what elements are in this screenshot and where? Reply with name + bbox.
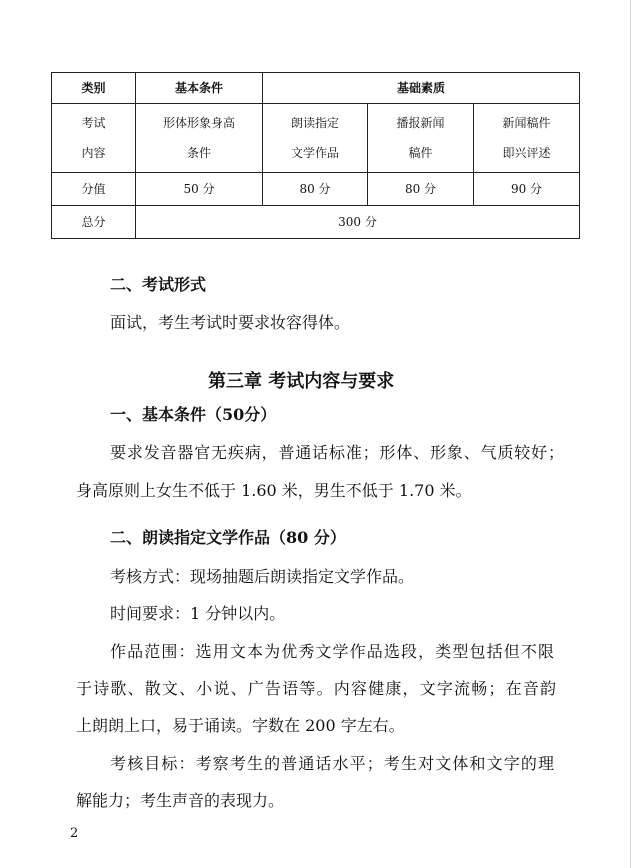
cell-score-4: 90 分	[474, 173, 580, 206]
paragraph-method: 考核方式：现场抽题后朗读指定文学作品。	[110, 567, 415, 586]
cell-score-2: 80 分	[263, 173, 368, 206]
cell-text: 稿件	[408, 146, 433, 160]
paragraph-time: 时间要求：1 分钟以内。	[110, 604, 286, 623]
table-row-total	[52, 206, 580, 239]
cell-score-label: 分值	[52, 173, 136, 206]
page-number: 2	[70, 826, 79, 841]
paragraph-basic-line2: 身高原则上女生不低于 1.60 米，男生不低于 1.70 米。	[76, 481, 472, 500]
header-category: 类别	[52, 73, 136, 104]
cell-text: 新闻稿件	[502, 116, 551, 130]
paragraph-scope-line2: 于诗歌、散文、小说、广告语等。内容健康，文字流畅；在音韵	[76, 679, 556, 698]
cell-text: 播报新闻	[396, 116, 445, 130]
page-edge-line	[630, 0, 631, 868]
exam-table	[51, 72, 580, 239]
section-heading-reading: 二、朗读指定文学作品（80 分）	[110, 528, 346, 547]
section-heading-basic: 一、基本条件（50分）	[110, 405, 277, 424]
cell-text: 朗读指定	[290, 116, 339, 130]
paragraph-goal-line2: 解能力；考生声音的表现力。	[76, 791, 285, 810]
paragraph-exam-form: 面试，考生考试时要求妆容得体。	[110, 313, 351, 332]
cell-text: 条件	[186, 146, 211, 160]
section-heading-exam-form: 二、考试形式	[110, 275, 207, 294]
table-header-row	[52, 73, 580, 104]
cell-total-label: 总分	[52, 206, 136, 239]
cell-content-3	[368, 104, 474, 173]
cell-text: 考试	[81, 116, 106, 130]
table-row-content	[52, 104, 580, 173]
cell-content-2	[263, 104, 368, 173]
cell-score-1: 50 分	[136, 173, 263, 206]
cell-content-label	[52, 104, 136, 173]
cell-content-4	[474, 104, 580, 173]
cell-content-1	[136, 104, 263, 173]
paragraph-basic-line1: 要求发音器官无疾病，普通话标准；形体、形象、气质较好；	[110, 443, 564, 462]
table-row-score	[52, 173, 580, 206]
paragraph-scope-line3: 上朗朗上口，易于诵读。字数在 200 字左右。	[76, 716, 405, 735]
cell-text: 即兴评述	[502, 146, 551, 160]
paragraph-scope-line1: 作品范围：选用文本为优秀文学作品选段，类型包括但不限	[110, 642, 554, 661]
cell-text: 内容	[81, 146, 106, 160]
cell-text: 文学作品	[290, 146, 339, 160]
header-quality: 基础素质	[263, 73, 580, 104]
header-basic: 基本条件	[136, 73, 263, 104]
cell-score-3: 80 分	[368, 173, 474, 206]
paragraph-goal-line1: 考核目标：考察考生的普通话水平；考生对文体和文字的理	[110, 754, 554, 773]
cell-total-value: 300 分	[136, 206, 580, 239]
chapter-title: 第三章 考试内容与要求	[208, 371, 395, 392]
cell-text: 形体形象身高	[162, 116, 235, 130]
